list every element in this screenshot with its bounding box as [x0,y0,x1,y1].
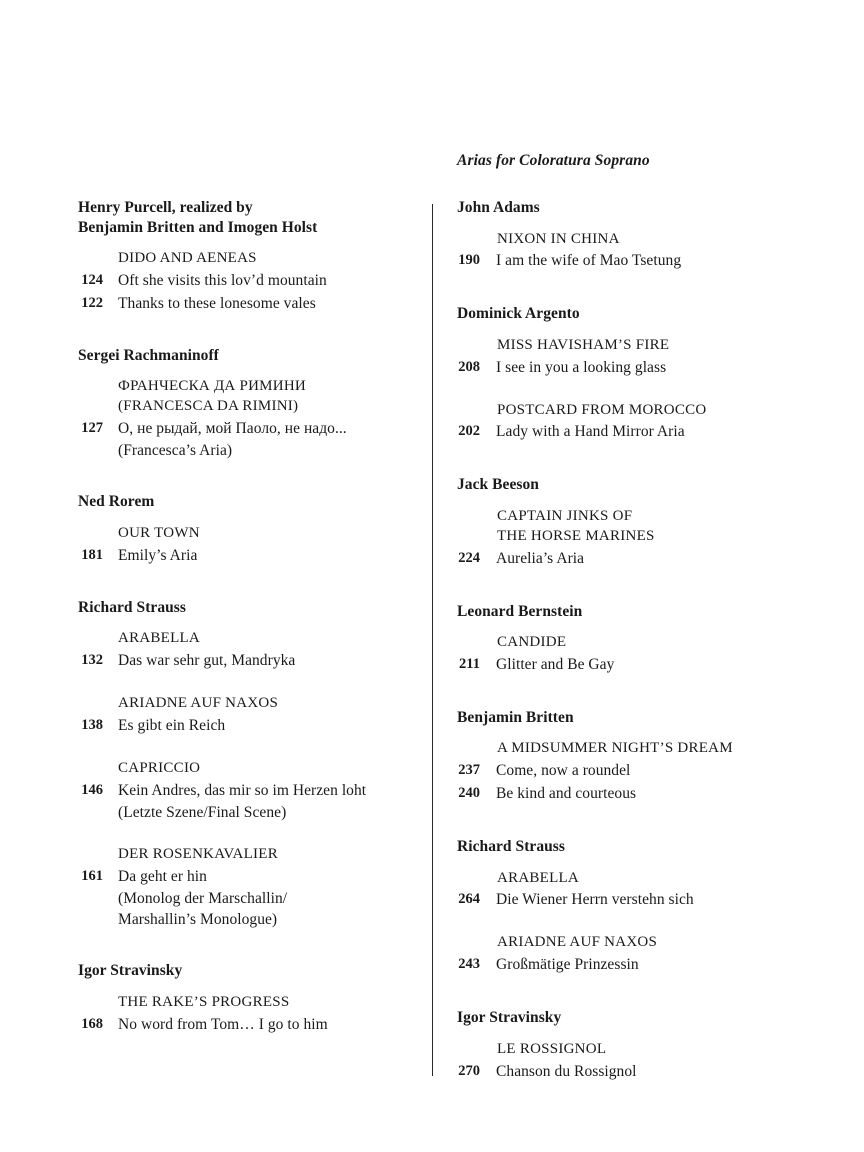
opera-title: CAPTAIN JINKS OF THE HORSE MARINES [497,507,655,544]
opera-title: ARIADNE AUF NAXOS [497,934,658,951]
entry-title: Chanson du Rossignol [496,1062,637,1080]
opera-title: DIDO AND AENEAS [118,250,257,267]
opera-title: ARABELLA [118,630,200,647]
work-group [457,633,802,676]
entry-page-number: 132 [81,651,103,668]
toc-entry[interactable] [78,270,408,292]
entry-page-number: 124 [81,271,103,288]
work-group [78,845,408,931]
entry-subtitle: (Francesca’s Aria) [118,441,233,459]
opera-title: ФРАНЧЕСКА ДА РИМИНИ (FRANCESCA DA RIMINI) [118,378,307,415]
composer-heading: Jack Beeson [457,476,539,494]
opera-title: OUR TOWN [118,524,200,541]
entry-page-number: 270 [458,1062,480,1079]
toc-entry[interactable] [457,760,802,782]
entry-page-number: 190 [458,252,480,269]
entry-page-number: 224 [458,549,480,566]
toc-entry[interactable] [457,357,802,379]
work-group [78,993,408,1036]
toc-column-right [457,198,802,1083]
composer-heading: Benjamin Britten [457,708,574,726]
opera-title: CANDIDE [497,634,567,651]
entry-title: Oft she visits this lov’d mountain [118,271,327,289]
composer-heading: Ned Rorem [78,493,155,511]
toc-entry[interactable] [457,889,802,911]
toc-entry[interactable] [457,250,802,272]
composer-heading: Dominick Argento [457,305,580,323]
toc-entry[interactable] [457,954,802,976]
opera-title: THE RAKE’S PROGRESS [118,993,290,1010]
entry-title: Lady with a Hand Mirror Aria [496,423,685,441]
entry-page-number: 181 [81,546,103,563]
work-group [457,1040,802,1083]
entry-title: I am the wife of Mao Tsetung [496,252,682,270]
work-group [457,933,802,976]
work-group [457,507,802,570]
entry-page-number: 138 [81,716,103,733]
entry-title: No word from Tom… I go to him [118,1015,328,1033]
column-divider-rule [432,204,433,1076]
toc-entry[interactable] [457,421,802,443]
entry-title: Kein Andres, das mir so im Herzen loht (Letzte Szene/Final Scene) [103,780,366,823]
running-head: Arias for Coloratura Soprano [457,152,650,169]
toc-column-left [78,198,408,1036]
entry-title: О, не рыдай, мой Паоло, не надо... (Francesca’s Aria) [103,418,347,461]
entry-title: Es gibt ein Reich [118,716,226,734]
opera-title: LE ROSSIGNOL [497,1040,607,1057]
toc-entry[interactable] [78,545,408,567]
work-group [78,377,408,461]
work-group [78,249,408,315]
work-group [78,694,408,737]
toc-entry[interactable] [78,293,408,315]
toc-entry[interactable] [457,1061,802,1083]
entry-page-number: 240 [458,785,480,802]
composer-heading: Leonard Bernstein [457,602,583,620]
opera-title: ARIADNE AUF NAXOS [118,694,279,711]
entry-title: Glitter and Be Gay [496,655,615,673]
entry-page-number: 211 [459,655,480,672]
entry-page-number: 161 [81,867,103,884]
entry-title: Aurelia’s Aria [496,549,585,567]
work-group [457,401,802,444]
entry-page-number: 168 [81,1015,103,1032]
entry-page-number: 127 [81,419,103,436]
entry-title: Thanks to these lonesome vales [118,294,316,312]
toc-entry[interactable] [78,866,408,931]
toc-entry[interactable] [78,418,408,461]
entry-title: Emily’s Aria [118,546,198,564]
work-group [78,759,408,823]
entry-page-number: 202 [458,423,480,440]
opera-title: ARABELLA [497,869,579,886]
work-group [457,739,802,805]
opera-title: DER ROSENKAVALIER [118,845,278,862]
entry-title: Be kind and courteous [496,785,637,803]
composer-heading: Richard Strauss [457,838,565,856]
entry-page-number: 243 [458,956,480,973]
composer-heading: Igor Stravinsky [78,962,183,980]
toc-entry[interactable] [78,780,408,823]
entry-page-number: 122 [81,294,103,311]
entry-page-number: 237 [458,762,480,779]
work-group [457,336,802,379]
opera-title: NIXON IN CHINA [497,230,620,247]
opera-title: A MIDSUMMER NIGHT’S DREAM [497,740,733,757]
entry-title: Da geht er hin (Monolog der Marschallin/ Marshallin’s Monologue) [103,866,287,931]
entry-page-number: 208 [458,358,480,375]
entry-page-number: 264 [458,891,480,908]
entry-title: Die Wiener Herrn verstehn sich [496,891,694,909]
composer-heading: Henry Purcell, realized by Benjamin Britten and Imogen Holst [78,199,318,236]
toc-entry[interactable] [457,654,802,676]
toc-entry[interactable] [457,783,802,805]
composer-heading: Richard Strauss [78,598,186,616]
entry-title: Das war sehr gut, Mandryka [118,651,296,669]
composer-heading: Igor Stravinsky [457,1009,562,1027]
entry-subtitle: (Letzte Szene/Final Scene) [118,803,287,821]
toc-entry[interactable] [78,650,408,672]
toc-entry[interactable] [457,548,802,570]
entry-title: Come, now a roundel [496,762,631,780]
entry-page-number: 146 [81,781,103,798]
opera-title: CAPRICCIO [118,759,201,776]
work-group [457,869,802,912]
toc-entry[interactable] [78,1014,408,1036]
toc-entry[interactable] [78,715,408,737]
entry-title: I see in you a looking glass [496,358,667,376]
work-group [457,230,802,273]
opera-title: POSTCARD FROM MOROCCO [497,401,707,418]
composer-heading: Sergei Rachmaninoff [78,346,219,364]
composer-heading: John Adams [457,199,540,216]
work-group [78,524,408,567]
entry-subtitle: (Monolog der Marschallin/ Marshallin’s Monologue) [118,889,288,929]
opera-title: MISS HAVISHAM’S FIRE [497,336,670,353]
work-group [78,629,408,672]
entry-title: Großmätige Prinzessin [496,956,639,974]
